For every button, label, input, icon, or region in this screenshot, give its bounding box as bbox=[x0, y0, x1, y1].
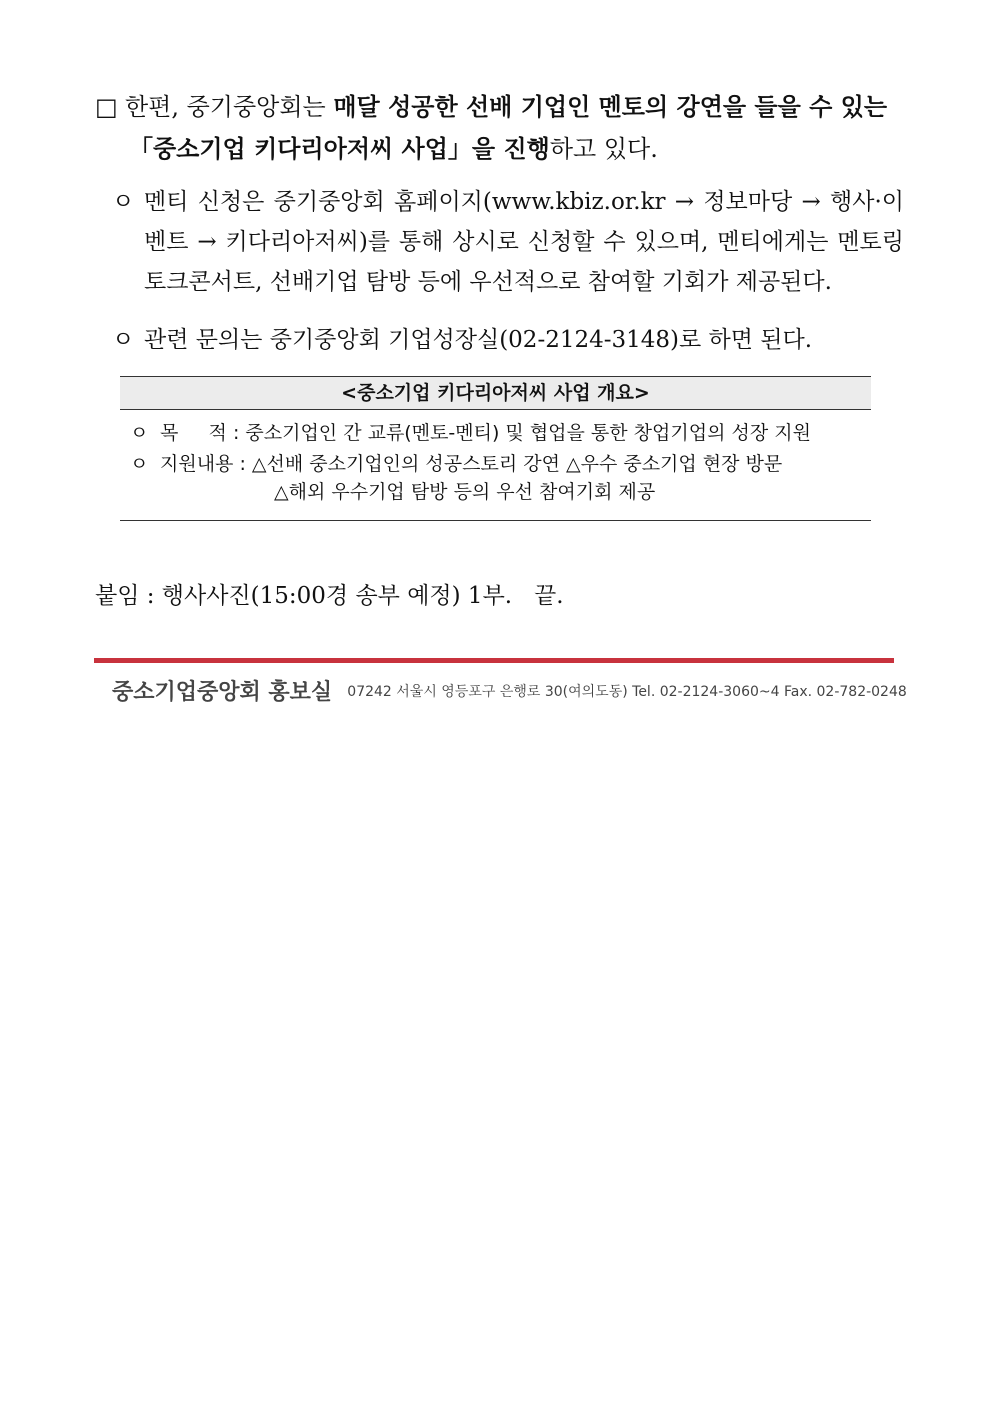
bullet-icon: ㅇ bbox=[130, 453, 149, 475]
footer bbox=[112, 675, 907, 706]
summary-title: <중소기업 키다리아저씨 사업 개요> bbox=[120, 376, 871, 410]
main-paragraph bbox=[95, 86, 905, 170]
summary-row-support bbox=[130, 449, 871, 480]
bullet-icon: ㅇ bbox=[112, 189, 135, 215]
main-bold-2: 「중소기업 키다리아저씨 사업」을 진행 bbox=[129, 134, 550, 163]
main-text-1: 한편, 중기중앙회는 bbox=[125, 93, 334, 121]
footer-org: 중소기업중앙회 홍보실 bbox=[112, 680, 333, 705]
summary-row-continuation: △해외 우수기업 탐방 등의 우선 참여기회 제공 bbox=[274, 481, 656, 503]
footer-divider bbox=[94, 658, 894, 663]
main-text-2: 하고 있다. bbox=[549, 135, 658, 163]
summary-row-text: 목 적 : 중소기업인 간 교류(멘토-멘티) 및 협업을 통한 창업기업의 성장 지원 bbox=[160, 422, 811, 444]
main-bold-1: 매달 성공한 선배 기업인 멘토의 강연을 들을 수 있는 bbox=[333, 92, 888, 121]
checkbox-square-icon: □ bbox=[95, 93, 118, 121]
sub-item-text: 관련 문의는 중기중앙회 기업성장실(02-2124-3148)로 하면 된다. bbox=[144, 327, 813, 353]
sub-item-text: 멘티 신청은 중기중앙회 홈페이지(www.kbiz.or.kr → 정보마당 → 행사·이벤트 → 키다리아저씨)를 통해 상시로 신청할 수 있으며, 멘티에게는 멘토링 토크콘서트, 선배기업 탐방 등에 우선적으로 참여할 기회가 제공된다. bbox=[144, 189, 904, 295]
bullet-icon: ㅇ bbox=[130, 422, 149, 444]
bullet-icon: ㅇ bbox=[112, 327, 135, 353]
sub-item-inquiry bbox=[112, 320, 904, 360]
summary-body bbox=[120, 410, 871, 521]
summary-row-text: 지원내용 : △선배 중소기업인의 성공스토리 강연 △우수 중소기업 현장 방문 bbox=[160, 453, 783, 475]
attachment-note: 붙임 : 행사사진(15:00경 송부 예정) 1부. 끝. bbox=[95, 583, 564, 609]
footer-address: 07242 서울시 영등포구 은행로 30(여의도동) Tel. 02-2124-3060~4 Fax. 02-782-0248 bbox=[347, 683, 907, 700]
summary-box bbox=[120, 376, 871, 521]
sub-item-mentee-application bbox=[112, 182, 904, 302]
summary-row-purpose bbox=[130, 418, 871, 449]
